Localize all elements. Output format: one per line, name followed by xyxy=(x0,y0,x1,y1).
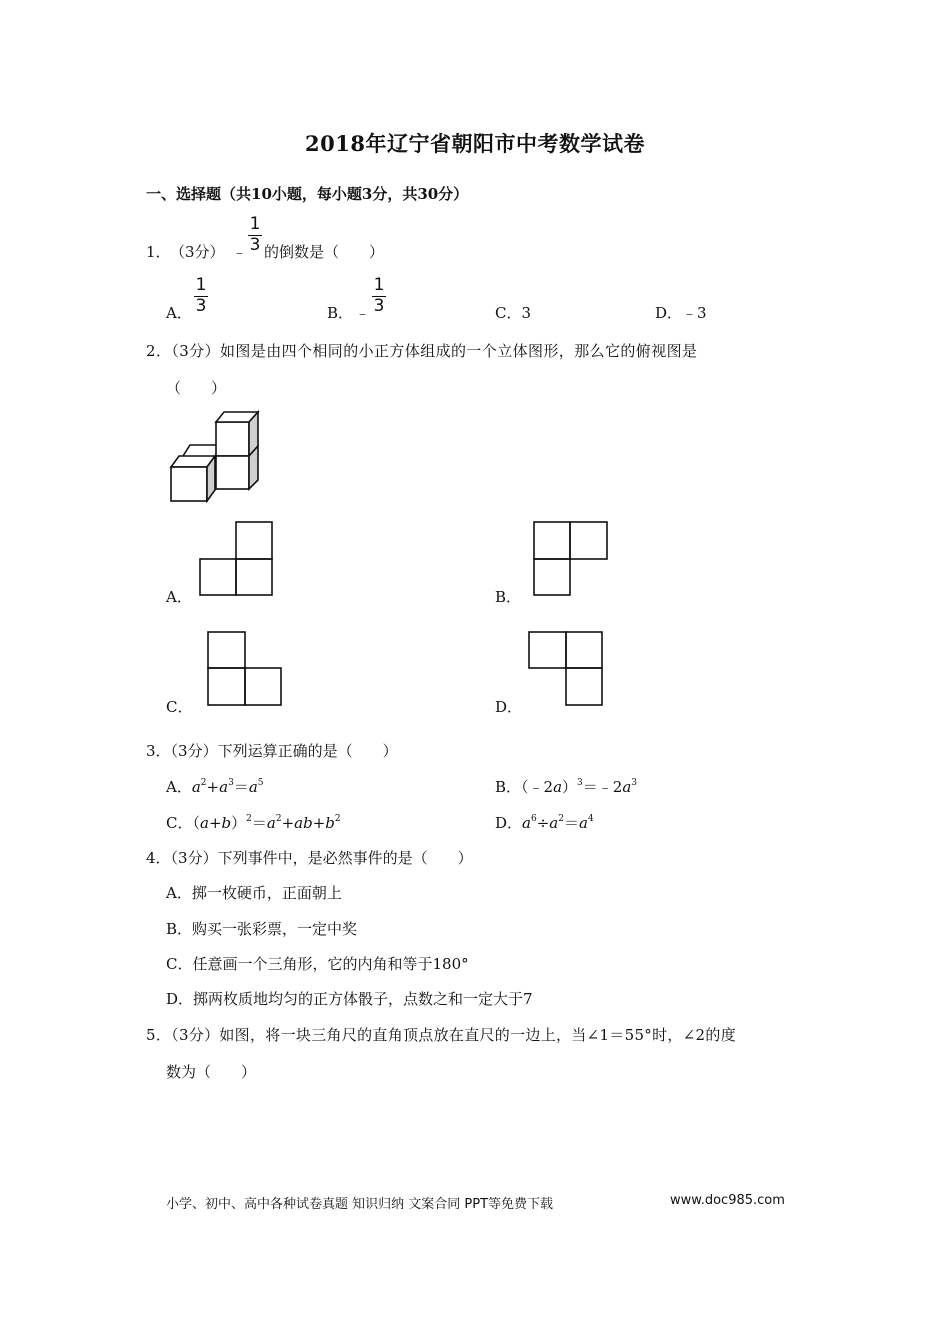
minus-sign: ﹣ xyxy=(232,243,248,261)
option-c: C．3 xyxy=(495,304,532,322)
option-b: B．$(﹣2a)^3=﹣2a^3$ xyxy=(495,778,638,796)
option-b: B．购买一张彩票，一定中奖 xyxy=(166,920,358,938)
option-a-label: A． xyxy=(166,588,192,606)
option-a-figure xyxy=(199,521,277,599)
footer-text: 小学、初中、高中各种试卷真题 知识归纳 文案合同 PPT等免费下载 xyxy=(166,1197,554,1212)
option-d: D．$a^6\div a^2=a^4$ xyxy=(495,814,594,832)
fraction: 1 3 xyxy=(249,214,261,255)
option-c-figure xyxy=(207,631,285,709)
section-heading: 一、选择题（共10小题，每小题3分，共30分） xyxy=(146,185,469,203)
page-title: 2018年辽宁省朝阳市中考数学试卷 xyxy=(305,131,645,156)
question-text-cont: （ ） xyxy=(166,379,227,397)
option-c: C．$(a+b)^2=a^2+ab+b^2$ xyxy=(166,814,341,832)
option-b-label: B． xyxy=(327,304,354,322)
question-number: 1． xyxy=(146,243,171,261)
footer-url[interactable]: www.doc985.com xyxy=(670,1193,785,1208)
option-b-label: B． xyxy=(495,588,522,606)
option-d-label: D． xyxy=(495,698,523,716)
question-text: 5．（3分）如图，将一块三角尺的直角顶点放在直尺的一边上，当∠1＝55°时，∠2的度 xyxy=(146,1026,737,1044)
option-b-figure xyxy=(533,521,611,599)
option-a-label: A． xyxy=(166,304,192,322)
question-text: 4．（3分）下列事件中，是必然事件的是（ ） xyxy=(146,849,473,867)
question-text-cont: 数为（ ） xyxy=(166,1063,257,1081)
question-text: 2．（3分）如图是由四个相同的小正方体组成的一个立体图形，那么它的俯视图是 xyxy=(146,342,698,360)
cube-figure xyxy=(166,408,266,506)
option-b-minus: ﹣ xyxy=(355,304,371,322)
question-text: 的倒数是（ ） xyxy=(264,243,385,261)
option-a-fraction: 1 3 xyxy=(195,275,207,316)
option-c: C．任意画一个三角形，它的内角和等于180° xyxy=(166,955,469,973)
option-a: A．$a^2+a^3=a^5$ xyxy=(166,778,264,796)
option-c-label: C． xyxy=(166,698,193,716)
option-b-fraction: 1 3 xyxy=(373,275,385,316)
option-d: D．掷两枚质地均匀的正方体骰子，点数之和一定大于7 xyxy=(166,990,533,1008)
question-score: （3分） xyxy=(170,243,225,261)
option-a: A．掷一枚硬币，正面朝上 xyxy=(166,884,342,902)
option-d-figure xyxy=(528,631,606,709)
question-text: 3．（3分）下列运算正确的是（ ） xyxy=(146,742,398,760)
option-d: D．﹣3 xyxy=(655,304,707,322)
